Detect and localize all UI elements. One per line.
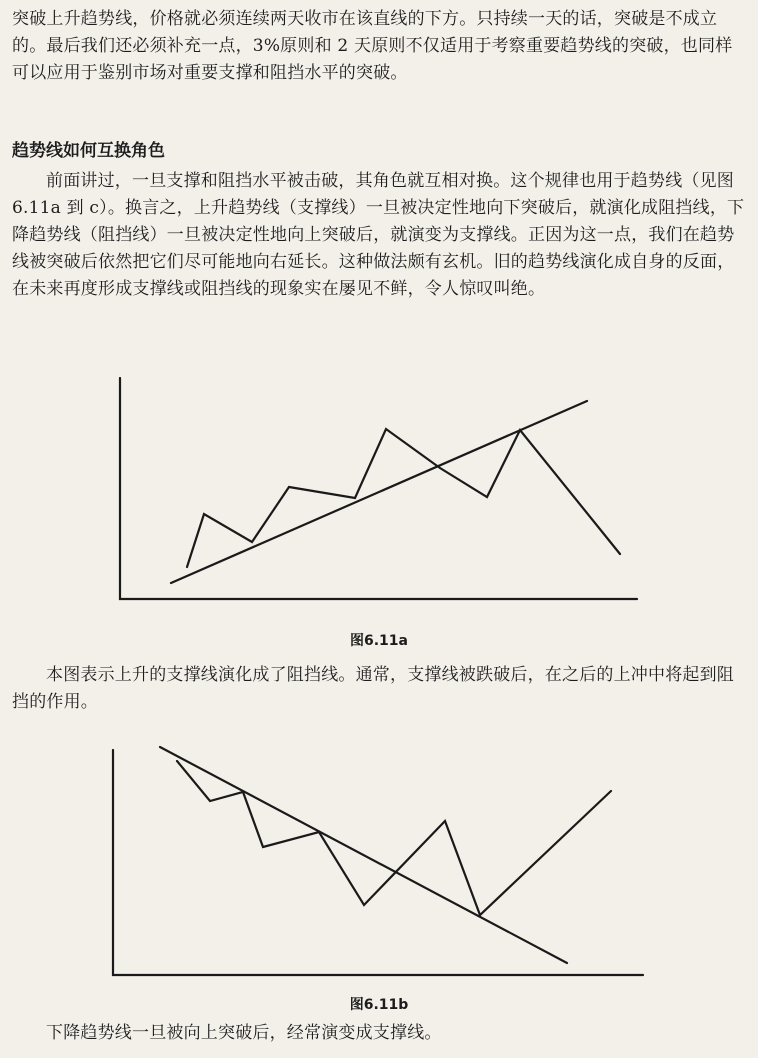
figure-a-trendline [171,401,587,583]
figure-b-trendline [160,747,567,963]
figure-b-caption: 图6.11b [349,997,409,1013]
paragraph-figure-a: 本图表示上升的支撑线演化成了阻挡线。通常，支撑线被跌破后，在之后的上冲中将起到阻挡的作用。 [12,665,734,712]
paragraph-main: 前面讲过，一旦支撑和阻挡水平被击破，其角色就互相对换。这个规律也用于趋势线（见图 6.11a 到 c）。换言之，上升趋势线（支撑线）一旦被决定性地向下突破后，就演化成阻挡线，下降趋势线（阻挡线）一旦被决定性地向上突破后，就演变为支撑线。正因为这一点，我们在趋势线被突破后依然把它们尽可能地向右延长。这种做法颇有玄机。旧的趋势线演化成自身的反面，在未来再度形成支撑线或阻挡线的现象实在屡见不鲜，令人惊叹叫绝。 [12,171,745,299]
paragraph-intro: 突破上升趋势线，价格就必须连续两天收市在该直线的下方。只持续一天的话，突破是不成立的。最后我们还必须补充一点，3%原则和 2 天原则不仅适用于考察重要趋势线的突破，也同样可以应用于鉴别市场对重要支撑和阻挡水平的突破。 [12,9,733,83]
figure-a-caption: 图6.11a [350,633,408,649]
figure-a-axes [120,378,637,599]
figure-6-11b [0,735,758,985]
figure-b-price-path [177,761,611,915]
paragraph-figure-b: 下降趋势线一旦被向上突破后，经常演变成支撑线。 [46,1023,442,1043]
figure-6-11a [0,370,758,610]
section-heading: 趋势线如何互换角色 [12,141,165,161]
figure-a-price-path [187,429,620,567]
